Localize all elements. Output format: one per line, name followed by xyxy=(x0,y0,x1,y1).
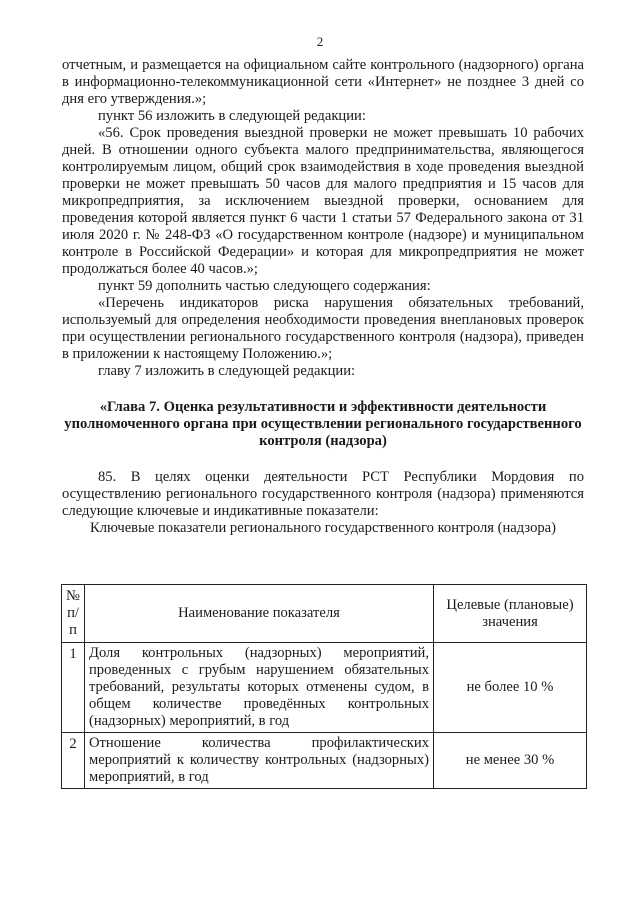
header-number: № п/п xyxy=(62,585,85,643)
page-number: 2 xyxy=(316,34,324,49)
table-row xyxy=(62,733,587,789)
row-indicator-name: Отношение количества профилактических мероприятий к количеству контрольных (надзорных) мероприятий, в год xyxy=(85,733,434,789)
paragraph-instruction-56: пункт 56 изложить в следующей редакции: xyxy=(98,108,366,124)
table-caption: Ключевые показатели регионального государственного контроля (надзора) xyxy=(90,520,556,536)
row-target-value: не более 10 % xyxy=(434,643,587,733)
header-indicator-name: Наименование показателя xyxy=(85,585,434,643)
row-indicator-name: Доля контрольных (надзорных) мероприятий, проведенных с грубым нарушением обязательных требований, результаты которых отменены судом, в общем количестве проведённых контрольных (надзорных) мероприятий, в год xyxy=(85,643,434,733)
document-body xyxy=(62,57,584,537)
table-header-row xyxy=(62,585,587,643)
paragraph-85: 85. В целях оценки деятельности РСТ Республики Мордовия по осуществлению регионального государственного контроля (надзора) применяются следующие ключевые и индикативные показатели: xyxy=(62,469,584,519)
paragraph-instruction-chapter-7: главу 7 изложить в следующей редакции: xyxy=(98,363,356,379)
indicators-table xyxy=(61,584,587,789)
chapter-heading: «Глава 7. Оценка результативности и эффективности деятельности уполномоченного органа при осуществлении регионального государственного контроля (надзора) xyxy=(64,399,582,449)
row-target-value: не менее 30 % xyxy=(434,733,587,789)
header-target-values: Целевые (плановые) значения xyxy=(434,585,587,643)
table-row xyxy=(62,643,587,733)
paragraph-instruction-59: пункт 59 дополнить частью следующего содержания: xyxy=(98,278,431,294)
row-number: 1 xyxy=(62,643,85,733)
row-number: 2 xyxy=(62,733,85,789)
paragraph-clause-59: «Перечень индикаторов риска нарушения обязательных требований, используемый для определения необходимости проведения внеплановых проверок при осуществлении регионального государственного контроля (надзора), приведен в приложении к настоящему Положению.»; xyxy=(62,295,584,362)
paragraph-continuation: отчетным, и размещается на официальном сайте контрольного (надзорного) органа в информационно-телекоммуникационной сети «Интернет» не позднее 3 дней со дня его утверждения.»; xyxy=(62,57,584,107)
paragraph-clause-56: «56. Срок проведения выездной проверки не может превышать 10 рабочих дней. В отношении одного субъекта малого предпринимательства, являющегося контролируемым лицом, общий срок взаимодействия в ходе проведения выездной проверки не может превышать 50 часов для малого предприятия и 15 часов для микропредприятия, за исключением выездной проверки, основанием для проведения которой является пункт 6 части 1 статьи 57 Федерального закона от 31 июля 2020 г. № 248-ФЗ «О государственном контроле (надзоре) и муниципальном контроле в Российской Федерации» и которая для микропредприятия не может продолжаться более 40 часов.»; xyxy=(62,125,584,277)
